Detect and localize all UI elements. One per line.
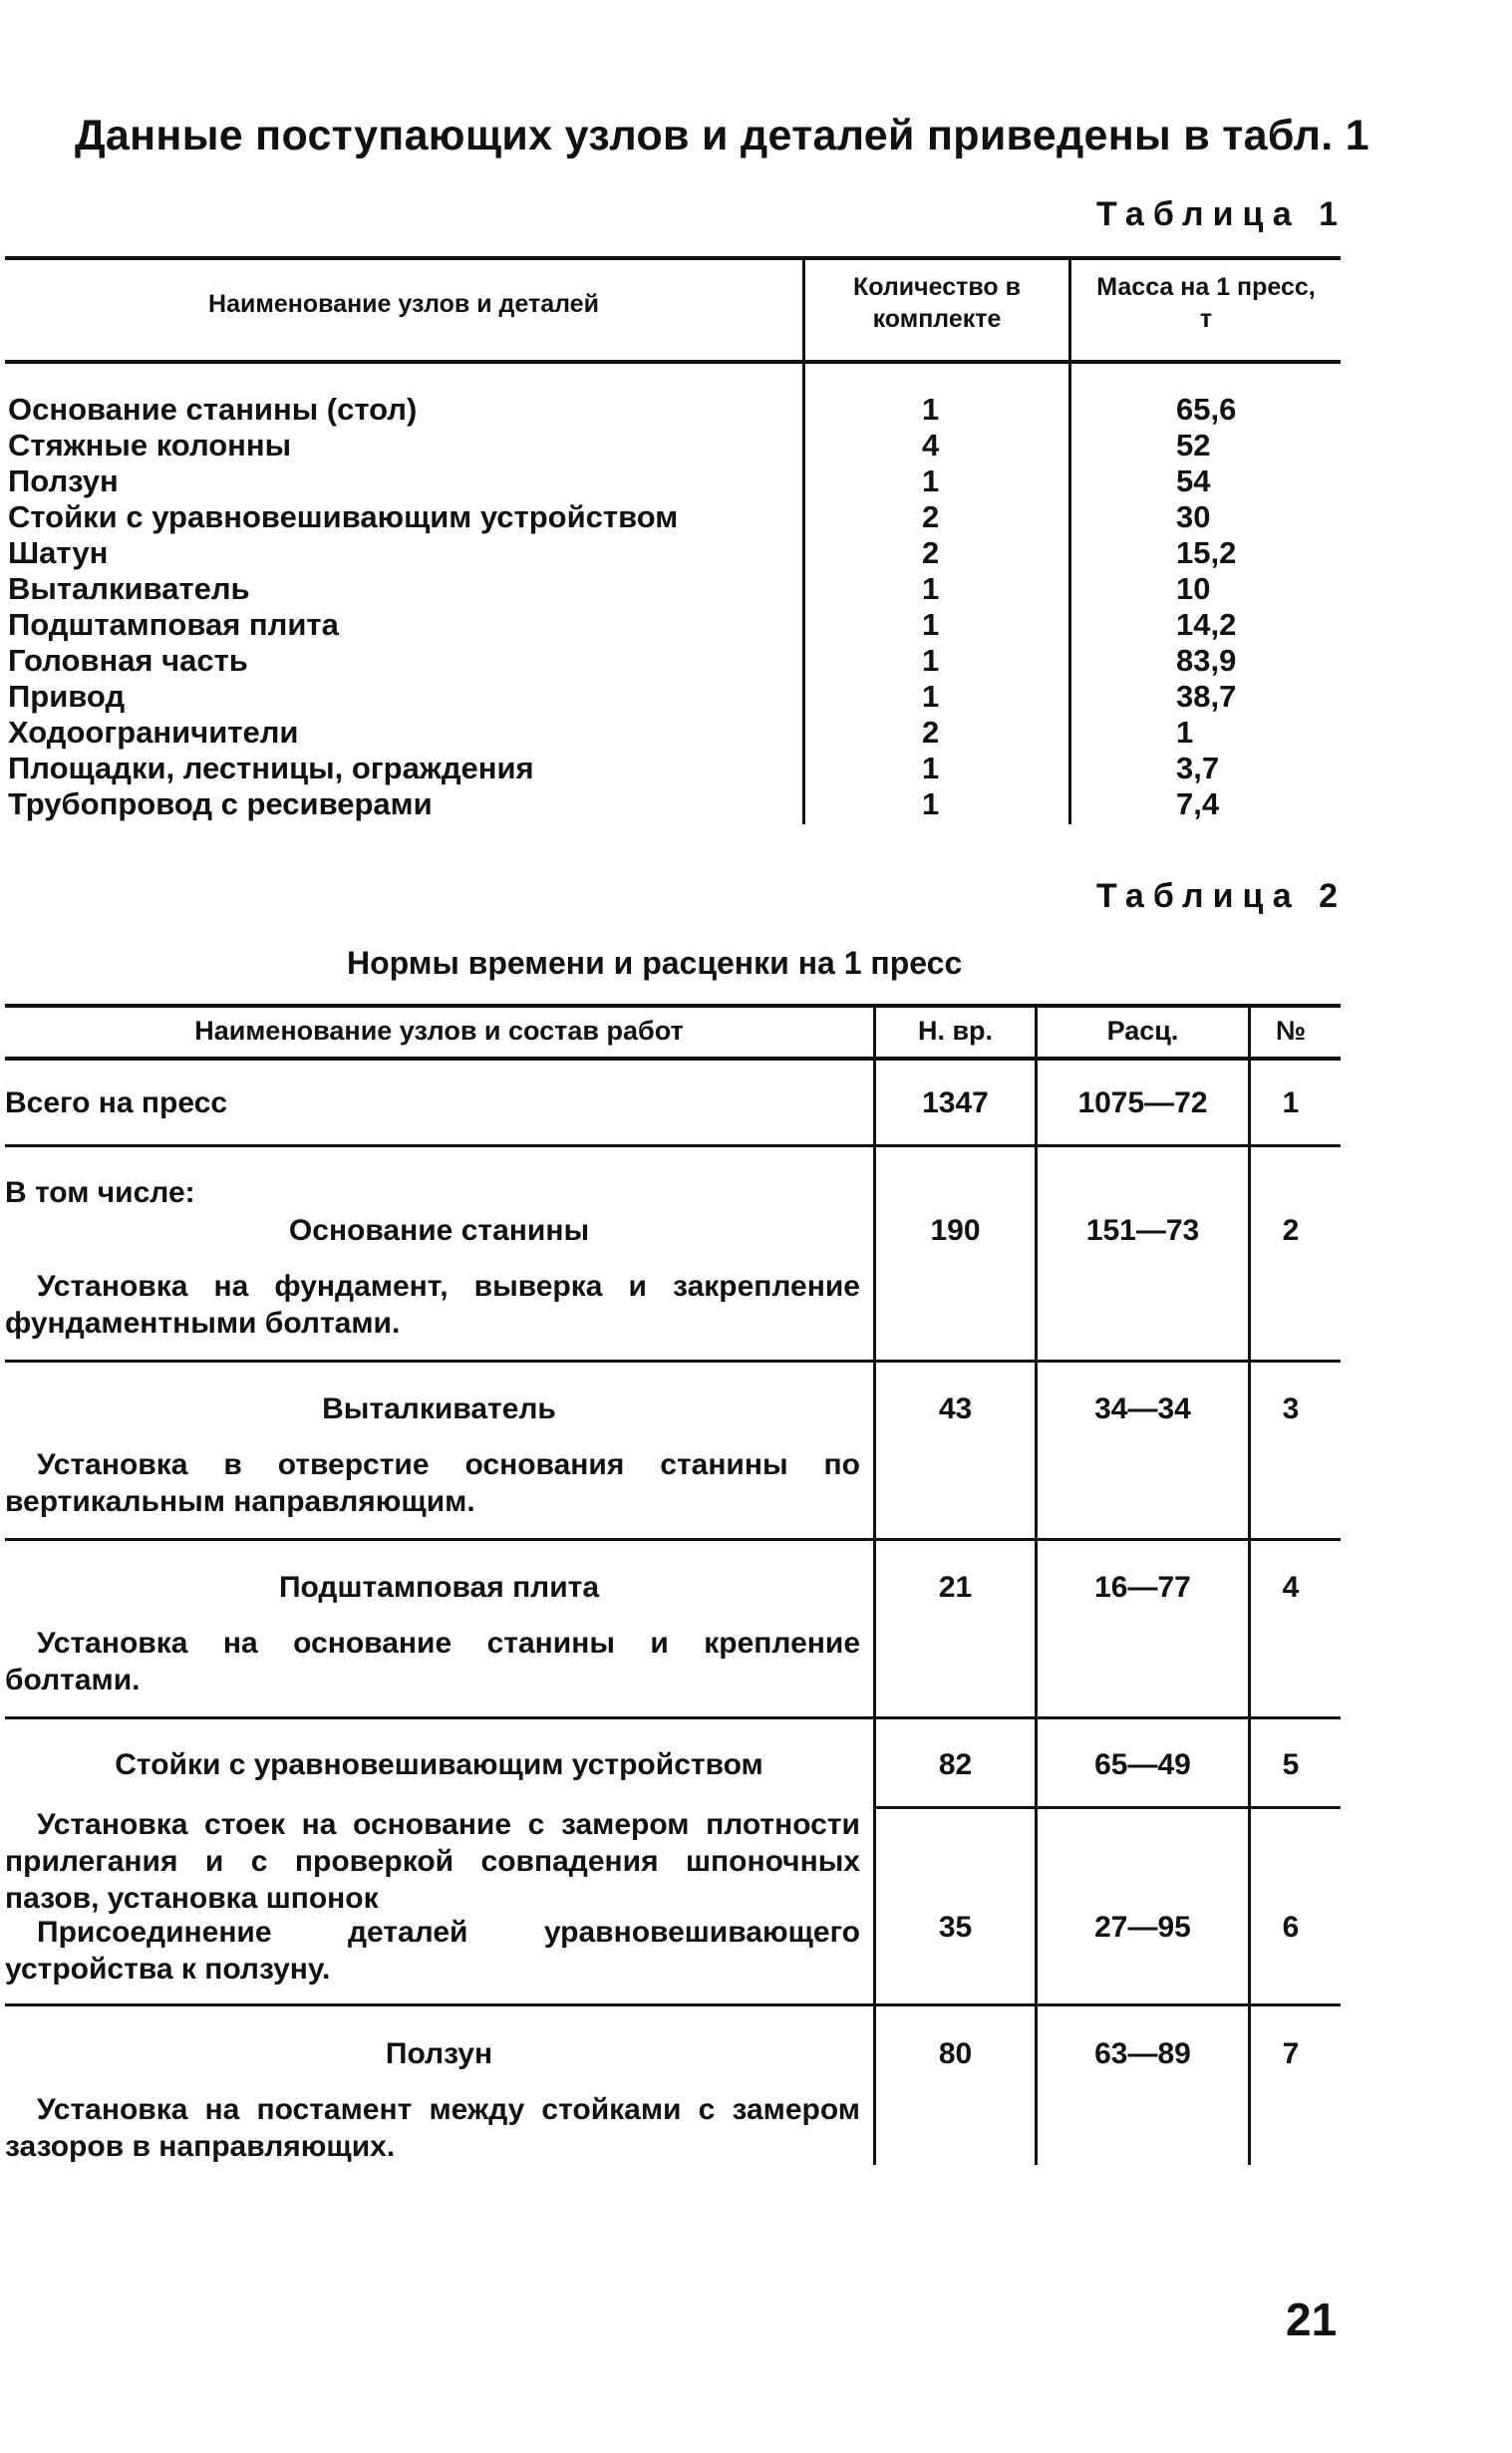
- table2-total-name: Всего на пресс: [5, 1086, 228, 1119]
- table1-top-rule: [5, 256, 1341, 260]
- table1-cell-qty: 2: [922, 499, 940, 534]
- table2-section-norm: 82: [938, 1748, 973, 1781]
- table2-section-title: Основание станины: [288, 1214, 590, 1247]
- table1-header-rule: [5, 360, 1341, 364]
- table2-row-rule: [5, 1144, 1341, 1147]
- table2-including-label: В том числе:: [5, 1176, 195, 1209]
- table2-section-norm: 43: [938, 1392, 973, 1425]
- table1-col-divider: [802, 256, 805, 824]
- table2-section-num: 5: [1282, 1748, 1300, 1781]
- table1-cell-mass: 52: [1176, 428, 1211, 462]
- table2-header-name: Наименование узлов и состав работ: [194, 1016, 684, 1046]
- table1-cell-qty: 2: [922, 535, 940, 570]
- table1-cell-qty: 1: [922, 571, 940, 606]
- table2-section-price: 63—89: [1094, 2037, 1191, 2070]
- table1-cell-name: Подштамповая плита: [8, 607, 339, 642]
- table2-section-desc: Присоединение деталей уравновешивающего устройства к ползуну.: [5, 1916, 860, 1986]
- table2-section-num: 7: [1282, 2037, 1300, 2070]
- table2-header-norm: Н. вр.: [917, 1016, 994, 1046]
- table2-section-price: 27—95: [1094, 1911, 1191, 1944]
- table1-caption: Таблица 1: [1096, 195, 1348, 233]
- table1-header-mass: Масса на 1 пресс, т: [1096, 273, 1316, 333]
- table2-subrow-rule: [875, 1806, 1341, 1809]
- table1-col-divider: [1068, 256, 1071, 824]
- table1-header-qty: Количество в комплекте: [852, 273, 1022, 333]
- table1-cell-mass: 3,7: [1176, 751, 1220, 785]
- table2-header-num: №: [1275, 1016, 1307, 1046]
- table1-cell-qty: 1: [922, 751, 940, 785]
- table2-section-title: Выталкиватель: [322, 1392, 556, 1425]
- table2-row-rule: [5, 2003, 1341, 2006]
- table2-section-desc: Установка на постамент между стойками с замером зазоров в направляющих.: [5, 2093, 860, 2163]
- table2-total-norm: 1347: [922, 1086, 989, 1119]
- table2-section-norm: 80: [938, 2037, 973, 2070]
- table2-row-rule: [5, 1716, 1341, 1719]
- table2-section-price: 151—73: [1085, 1214, 1200, 1247]
- table2-section-title: Ползун: [385, 2037, 493, 2070]
- table1-cell-name: Привод: [8, 679, 126, 714]
- table1-cell-qty: 1: [922, 679, 940, 714]
- table2-total-num: 1: [1282, 1086, 1300, 1119]
- table1-cell-mass: 1: [1176, 715, 1194, 750]
- table2-section-num: 4: [1282, 1571, 1300, 1604]
- page-number: 21: [1286, 2294, 1338, 2345]
- table1-header-name: Наименование узлов и деталей: [208, 290, 599, 318]
- table2-section-norm: 21: [938, 1571, 973, 1604]
- table2-section-desc: Установка стоек на основание с замером плотности прилегания и с проверкой совпадения шпоночных пазов, установка шпонок: [5, 1808, 860, 1915]
- table1-cell-name: Ползун: [8, 463, 119, 498]
- table2-header-rule: [5, 1057, 1341, 1061]
- table2-section-num: 3: [1282, 1392, 1300, 1425]
- table1-cell-name: Шатун: [8, 535, 109, 570]
- table2-section-num: 6: [1282, 1911, 1300, 1944]
- table1-cell-mass: 14,2: [1176, 607, 1237, 642]
- table2-row-rule: [5, 1538, 1341, 1541]
- table2-section-title: Подштамповая плита: [278, 1571, 600, 1604]
- table1-cell-name: Головная часть: [8, 643, 248, 678]
- table2-title: Нормы времени и расценки на 1 пресс: [347, 945, 963, 981]
- table2-total-price: 1075—72: [1077, 1086, 1208, 1119]
- table1-cell-name: Основание станины (стол): [8, 392, 418, 427]
- table1-cell-qty: 1: [922, 607, 940, 642]
- table1-cell-mass: 7,4: [1176, 786, 1220, 821]
- table1-cell-mass: 83,9: [1176, 643, 1237, 678]
- table1-cell-qty: 1: [922, 392, 940, 427]
- intro-text: Данные поступающих узлов и деталей приведены в табл. 1: [75, 112, 1369, 159]
- table1-cell-qty: 1: [922, 463, 940, 498]
- table2-section-norm: 190: [930, 1214, 981, 1247]
- table2-section-title: Стойки с уравновешивающим устройством: [115, 1748, 763, 1781]
- table1-cell-mass: 15,2: [1176, 535, 1237, 570]
- table1-cell-mass: 10: [1176, 571, 1211, 606]
- table1-cell-qty: 1: [922, 643, 940, 678]
- table2-top-rule: [5, 1004, 1341, 1008]
- table2-section-price: 16—77: [1094, 1571, 1191, 1604]
- table2-section-price: 34—34: [1094, 1392, 1191, 1425]
- table1-cell-mass: 30: [1176, 499, 1211, 534]
- table2-header-price: Расц.: [1106, 1016, 1179, 1046]
- table1-cell-name: Стяжные колонны: [8, 428, 292, 462]
- table1-cell-name: Ходоограничители: [8, 715, 299, 750]
- table2-section-desc: Установка в отверстие основания станины по вертикальным направляющим.: [5, 1448, 860, 1518]
- table2-row-rule: [5, 1360, 1341, 1363]
- table1-cell-name: Стойки с уравновешивающим устройством: [8, 499, 679, 534]
- table1-cell-mass: 54: [1176, 463, 1211, 498]
- table2-section-num: 2: [1282, 1214, 1300, 1247]
- table2-section-price: 65—49: [1094, 1748, 1191, 1781]
- table1-cell-name: Выталкиватель: [8, 571, 250, 606]
- table2-section-desc: Установка на основание станины и крепление болтами.: [5, 1627, 860, 1696]
- table2-caption: Таблица 2: [1096, 877, 1348, 915]
- table1-cell-mass: 38,7: [1176, 679, 1237, 714]
- table1-cell-qty: 2: [922, 715, 940, 750]
- table1-cell-qty: 4: [922, 428, 940, 462]
- table2-section-norm: 35: [938, 1911, 973, 1944]
- table1-cell-name: Площадки, лестницы, ограждения: [8, 751, 534, 785]
- table1-cell-qty: 1: [922, 786, 940, 821]
- table2-section-desc: Установка на фундамент, выверка и закрепление фундаментными болтами.: [5, 1270, 860, 1340]
- table1-cell-mass: 65,6: [1176, 392, 1237, 427]
- table1-cell-name: Трубопровод с ресиверами: [8, 786, 433, 821]
